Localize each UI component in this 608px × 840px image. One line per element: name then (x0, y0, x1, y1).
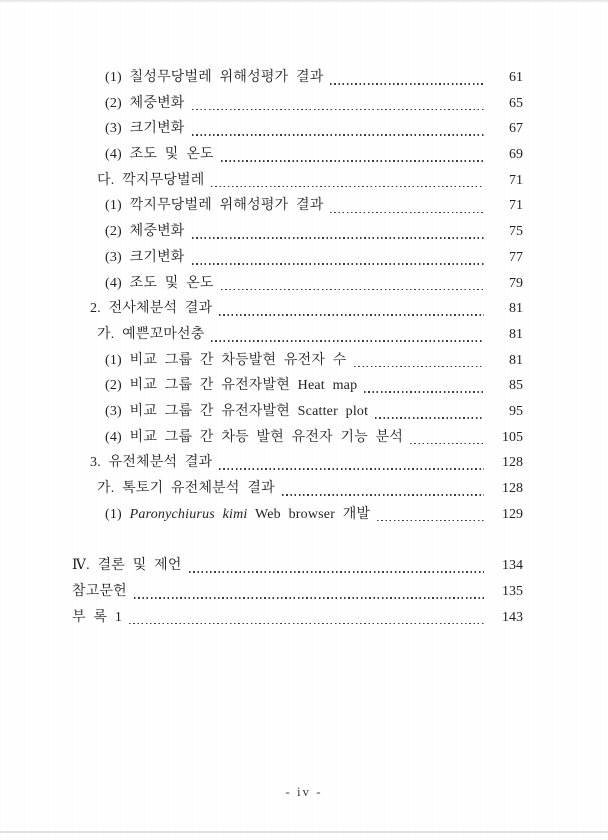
toc-entry-page-number: 75 (509, 224, 523, 240)
toc-entry-page-number: 134 (502, 558, 523, 574)
page-number-footer: - iv - (285, 784, 323, 799)
toc-entry-page-number: 129 (502, 506, 523, 522)
toc-entry-page-number: 135 (502, 584, 523, 600)
toc-entry-page-number: 143 (502, 609, 523, 625)
dot-leader (364, 391, 484, 393)
dot-leader (192, 109, 484, 111)
toc-entry-page-number: 105 (502, 429, 523, 445)
toc-entry (72, 66, 523, 92)
toc-entry (72, 554, 523, 580)
dot-leader (221, 160, 484, 162)
dot-leader (189, 571, 484, 573)
toc-entry-page-number: 81 (509, 352, 523, 368)
dot-leader (330, 83, 484, 85)
dot-leader (219, 314, 484, 316)
dot-leader (282, 494, 484, 496)
toc-entry-label: (1) 비교 그룹 간 차등발현 유전자 수 (105, 352, 347, 368)
dot-leader (354, 366, 484, 368)
toc-entry-label: 가. 톡토기 유전체분석 결과 (97, 481, 275, 496)
toc-entry (72, 92, 523, 118)
toc-entry-page-number: 61 (509, 70, 523, 85)
toc-entry (72, 580, 523, 606)
toc-entry (72, 194, 523, 220)
dot-leader (377, 520, 484, 522)
toc-entry-page-number: 71 (509, 172, 523, 188)
toc-entry-label: 3. 유전체분석 결과 (90, 455, 213, 471)
dot-leader (192, 134, 484, 136)
toc-entry (72, 220, 523, 246)
dot-leader (211, 340, 484, 342)
toc-entry-label: (4) 비교 그룹 간 차등 발현 유전자 기능 분석 (105, 429, 404, 445)
toc-entry-page-number: 85 (509, 378, 523, 394)
dot-leader (219, 468, 484, 470)
toc-entry-label: 2. 전사체분석 결과 (90, 301, 213, 317)
table-of-contents (72, 66, 523, 631)
toc-entry (72, 272, 523, 298)
toc-entry (72, 323, 523, 349)
toc-entry-page-number: 65 (509, 95, 523, 111)
toc-entry (72, 503, 523, 529)
toc-entry-label: 참고문헌 (72, 584, 127, 600)
toc-entry-label: 가. 예쁜꼬마선충 (97, 326, 205, 342)
dot-leader (211, 186, 484, 188)
dot-leader (221, 289, 484, 291)
toc-entry-label: 부 록 1 (72, 609, 123, 625)
dot-leader (330, 212, 484, 214)
toc-entry (72, 297, 523, 323)
dot-leader (192, 237, 484, 239)
toc-entry-label: (3) 크기변화 (105, 249, 185, 265)
dot-leader (410, 443, 484, 445)
toc-entry (72, 400, 523, 426)
toc-entry-page-number: 77 (509, 249, 523, 265)
toc-entry-page-number: 79 (509, 275, 523, 291)
toc-entry-page-number: 71 (509, 198, 523, 214)
dot-leader (375, 417, 484, 419)
toc-entry (72, 117, 523, 143)
dot-leader (134, 597, 484, 599)
toc-entry (72, 374, 523, 400)
toc-entry-page-number: 67 (509, 121, 523, 137)
toc-entry-label: Ⅳ. 결론 및 제언 (72, 558, 182, 574)
toc-entry (72, 477, 523, 503)
toc-entry-label: (3) 크기변화 (105, 121, 185, 137)
toc-entry-label: (2) 체중변화 (105, 95, 185, 111)
toc-entry-label: (1) 깍지무당벌레 위해성평가 결과 (105, 198, 324, 214)
toc-entry-page-number: 69 (509, 147, 523, 163)
toc-entry-label: (3) 비교 그룹 간 유전자발현 Scatter plot (105, 403, 369, 419)
toc-entry-page-number: 128 (502, 455, 523, 471)
toc-entry (72, 426, 523, 452)
toc-entry-page-number: 81 (509, 301, 523, 317)
scan-edge-bottom (0, 831, 608, 833)
toc-entry-label: (2) 비교 그룹 간 유전자발현 Heat map (105, 378, 358, 394)
dot-leader (129, 623, 484, 625)
toc-entry-label: (1) Paronychiurus kimi Web browser 개발 (105, 506, 371, 522)
scan-edge-top (0, 0, 608, 3)
toc-entry-page-number: 128 (502, 481, 523, 496)
toc-entry (72, 246, 523, 272)
toc-entry (72, 451, 523, 477)
toc-entry (72, 606, 523, 632)
toc-entry (72, 143, 523, 169)
dot-leader (192, 263, 484, 265)
toc-entry (72, 169, 523, 195)
toc-entry-label: (4) 조도 및 온도 (105, 275, 214, 291)
toc-entry-label: (1) 칠성무당벌레 위해성평가 결과 (105, 70, 324, 85)
toc-entry-label: 다. 깍지무당벌레 (97, 172, 205, 188)
toc-entry-page-number: 81 (509, 326, 523, 342)
toc-entry-label: (4) 조도 및 온도 (105, 147, 214, 163)
toc-entry-label: (2) 체중변화 (105, 224, 185, 240)
toc-entry-page-number: 95 (509, 403, 523, 419)
toc-entry (72, 349, 523, 375)
